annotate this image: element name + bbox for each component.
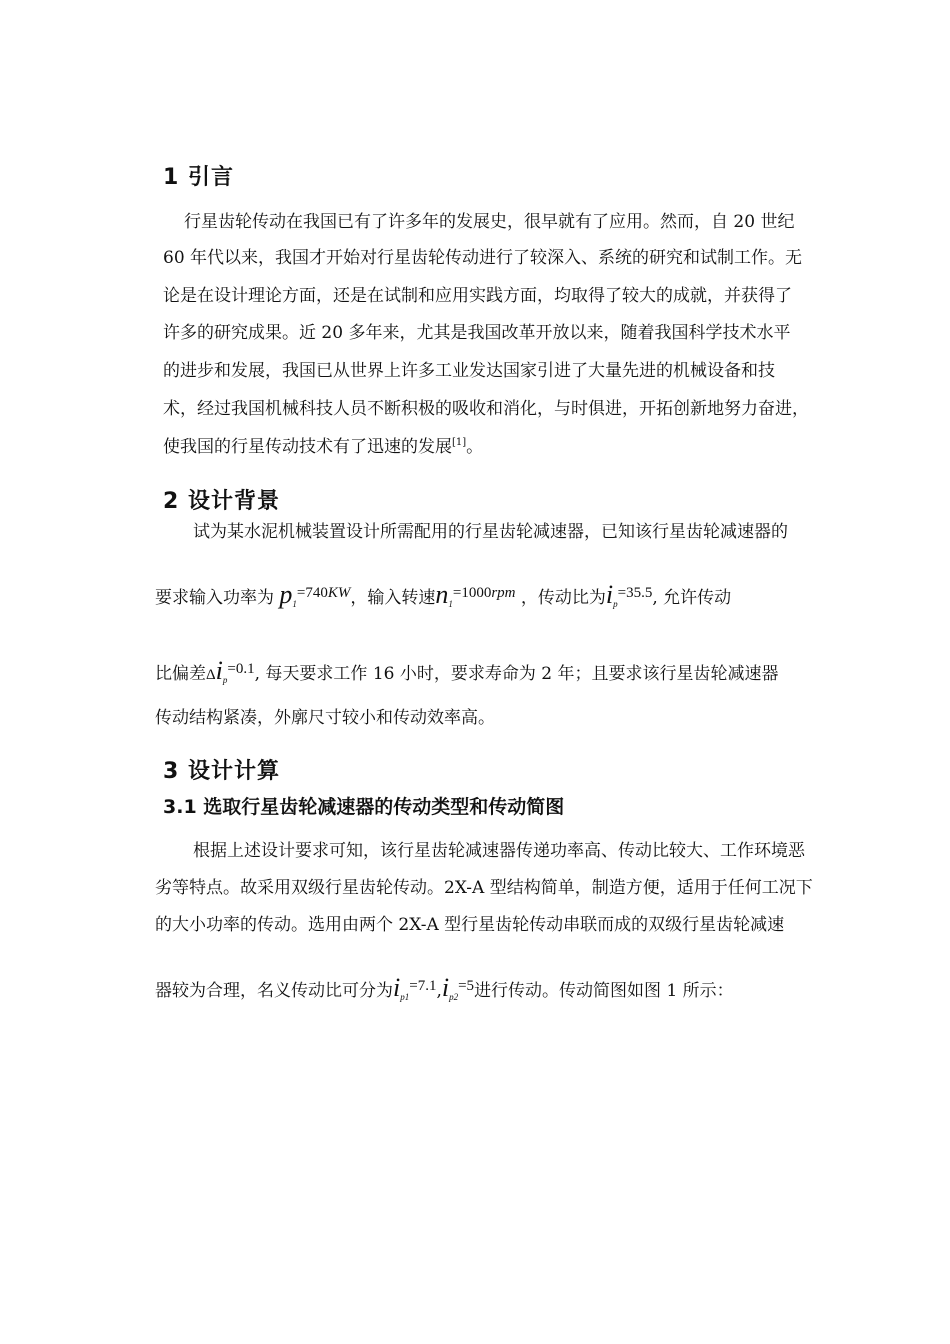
s3-line-2: 劣等特点。故采用双级行星齿轮传动。2X-A 型结构简单，制造方便，适用于任何工况下 [155,878,813,898]
s2-line-4: 传动结构紧凑，外廓尺寸较小和传动效率高。 [155,708,495,728]
speed-unit: rpm [491,585,516,601]
s2-line-2-text-d: , 允许传动 [652,588,732,608]
s3-line-4-text-b: 进行传动。传动简图如图 1 所示： [474,981,734,1001]
s2-line-2-text-a: 要求输入功率为 [155,588,280,608]
s1-line-3: 论是在设计理论方面，还是在试制和应用实践方面，均取得了较大的成就，并获得了 [163,286,792,306]
s1-line-2: 60 年代以来，我国才开始对行星齿轮传动进行了较深入、系统的研究和试制工作。无 [163,248,803,268]
deviation-subscript: p [222,675,228,685]
ratio-subscript: p [613,599,618,609]
stage1-ratio-value: =7.1 [409,978,437,994]
power-variable: p [279,580,293,609]
s1-line-5: 的进步和发展，我国已从世界上许多工业发达国家引进了大量先进的机械设备和技 [163,361,775,381]
s3-line-4 [155,975,734,1002]
section-3-heading: 3 设计计算 [163,759,280,784]
s1-line-7-end: 。 [466,437,484,457]
stage1-ratio-variable: i [393,973,401,1002]
s3-line-3: 的大小功率的传动。选用由两个 2X-A 型行星齿轮传动串联而成的双级行星齿轮减速 [155,915,785,935]
ratio-variable: i [605,580,614,609]
s3-line-1: 根据上述设计要求可知，该行星齿轮减速器传递功率高、传动比较大、工作环境恶 [193,841,805,861]
s1-line-4: 许多的研究成果。近 20 多年来，尤其是我国改革开放以来，随着我国科学技术水平 [163,323,791,343]
s2-line-2-text-c: ，传动比为 [515,588,606,608]
speed-variable: n [435,580,449,609]
deviation-variable: i [215,656,223,685]
stage2-ratio-subscript: p2 [449,992,459,1002]
section-1-heading: 1 引言 [163,165,234,190]
section-3-1-heading: 3.1 选取行星齿轮减速器的传动类型和传动简图 [163,796,565,818]
s1-line-6: 术，经过我国机械科技人员不断积极的吸收和消化，与时俱进，开拓创新地努力奋进， [163,399,809,419]
s2-line-2-text-b: ，输入转速 [350,588,436,608]
stage1-ratio-subscript: p1 [400,992,410,1002]
power-value: =740 [296,585,328,601]
s2-line-3-text-a: 比偏差 [155,664,206,684]
s2-line-3-text-b: , 每天要求工作 16 小时，要求寿命为 2 年；且要求该行星齿轮减速器 [254,664,779,684]
ratio-value: =35.5 [617,585,653,601]
s3-line-4-text-a: 器较为合理，名义传动比可分为 [155,981,393,1001]
s1-line-7 [163,438,483,456]
delta-symbol: Δ [206,667,216,683]
stage2-ratio-value: =5 [458,978,475,994]
power-subscript: 1 [292,599,297,609]
citation-1: [1] [452,437,467,448]
s2-line-2 [155,582,731,609]
power-unit: KW [327,585,351,601]
deviation-value: =0.1 [227,661,255,677]
s1-line-7-text: 使我国的行星传动技术有了迅速的发展 [163,437,452,457]
speed-value: =1000 [452,585,492,601]
s1-line-1: 行星齿轮传动在我国已有了许多年的发展史，很早就有了应用。然而，自 20 世纪 [184,212,795,232]
speed-subscript: 1 [448,599,453,609]
s2-line-3 [155,658,778,685]
s2-line-1: 试为某水泥机械装置设计所需配用的行星齿轮减速器，已知该行星齿轮减速器的 [193,522,788,542]
ratio-separator: , [436,981,442,1001]
section-2-heading: 2 设计背景 [163,489,280,514]
stage2-ratio-variable: i [441,973,450,1002]
